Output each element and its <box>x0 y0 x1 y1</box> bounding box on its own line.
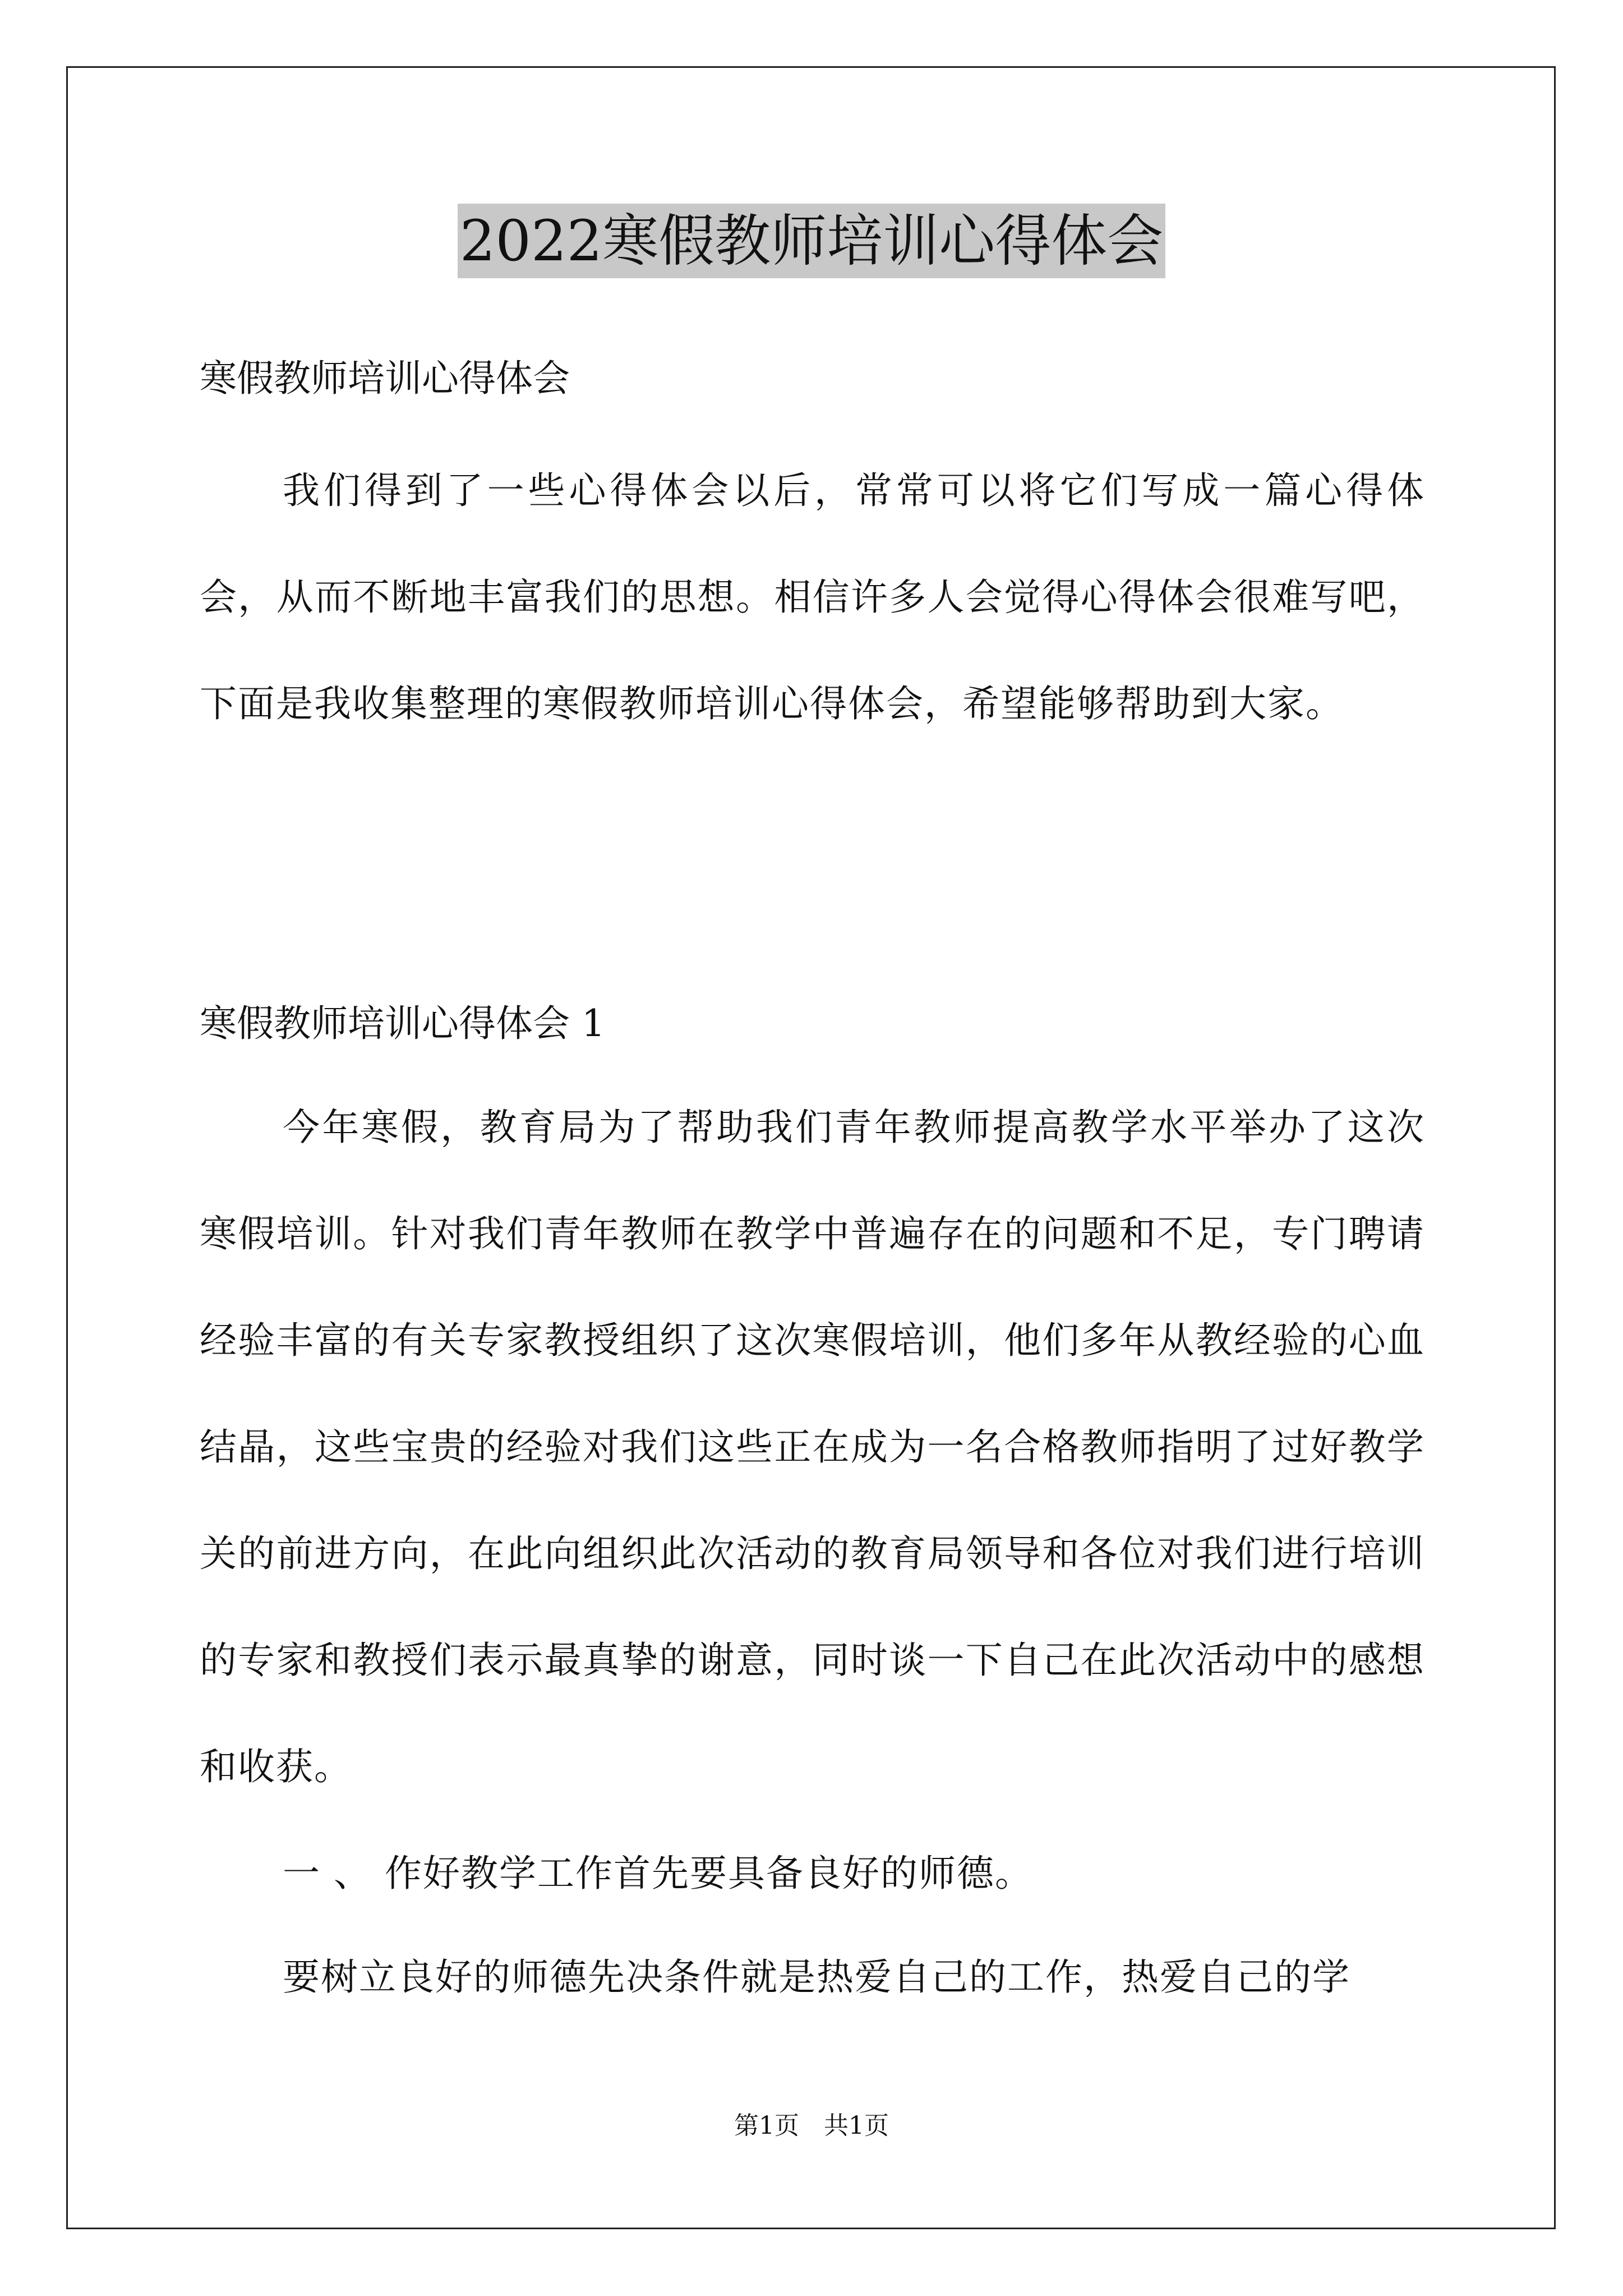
intro-paragraph: 我们得到了一些心得体会以后，常常可以将它们写成一篇心得体会，从而不断地丰富我们的思想。相信许多人会觉得心得体会很难写吧，下面是我收集整理的寒假教师培训心得体会，希望能够帮助到大家。 <box>200 469 1425 725</box>
document-title <box>0 199 1623 283</box>
document-title-text: 2022寒假教师培训心得体会 <box>458 204 1166 278</box>
page-footer: 第1页 共1页 <box>734 2111 889 2140</box>
document-subtitle: 寒假教师培训心得体会 <box>200 357 570 400</box>
list-item-1: 一 、 作好教学工作首先要具备良好的师德。 <box>283 1852 1033 1895</box>
section-body-paragraph: 今年寒假，教育局为了帮助我们青年教师提高教学水平举办了这次寒假培训。针对我们青年教师在教学中普遍存在的问题和不足，专门聘请经验丰富的有关专家教授组织了这次寒假培训，他们多年从教经验的心血结晶，这些宝贵的经验对我们这些正在成为一名合格教师指明了过好教学关的前进方向，在此向组织此次活动的教育局领导和各位对我们进行培训的专家和教授们表示最真挚的谢意，同时谈一下自己在此次活动中的感想和收获。 <box>200 1106 1425 1788</box>
section-heading: 寒假教师培训心得体会 1 <box>200 1002 605 1045</box>
last-paragraph: 要树立良好的师德先决条件就是热爱自己的工作，热爱自己的学 <box>283 1955 1350 1999</box>
